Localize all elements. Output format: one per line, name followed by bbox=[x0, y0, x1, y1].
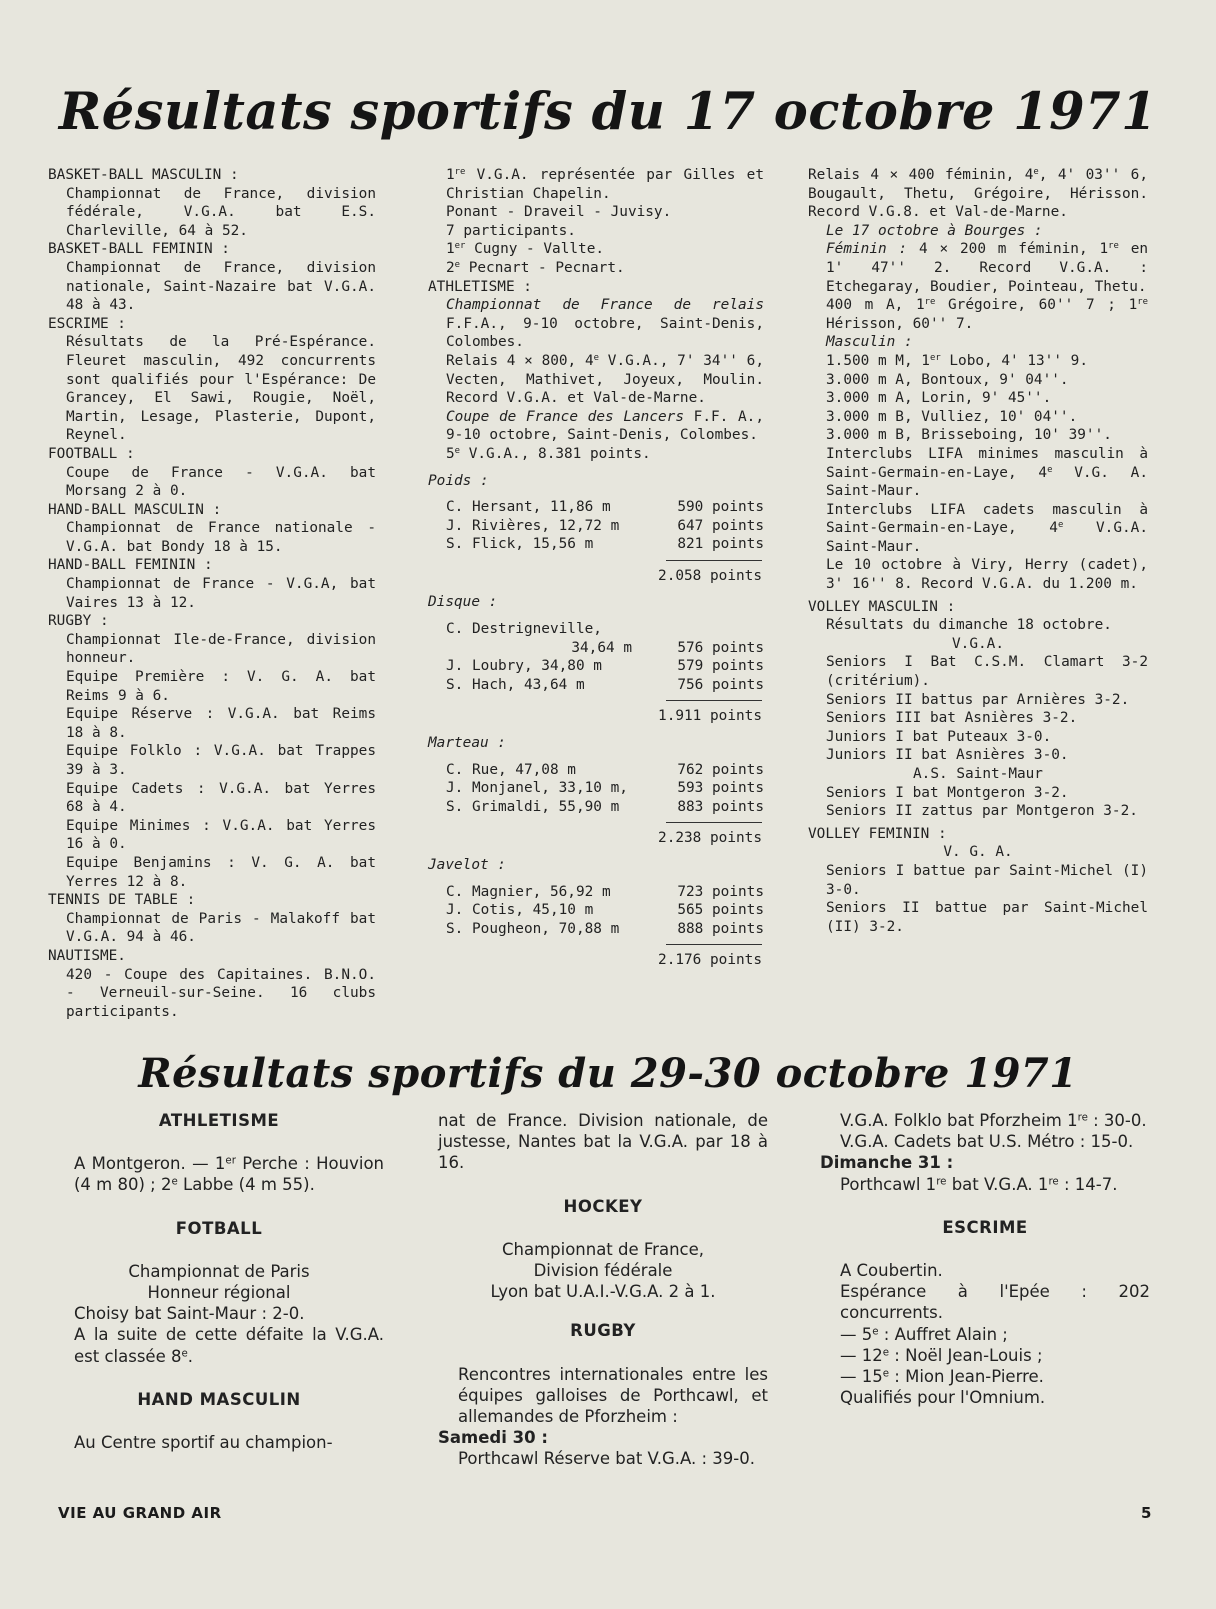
column-1 bbox=[48, 166, 376, 1021]
disque-table bbox=[428, 620, 764, 694]
dimanche-label: Dimanche 31 : bbox=[820, 1153, 954, 1173]
marteau-table bbox=[428, 761, 764, 817]
total-rule bbox=[666, 560, 762, 561]
escrime-esperance: Espérance à l'Epée : 202 concurrents. bbox=[840, 1282, 1150, 1323]
table-row: S. Hach, 43,64 m 756 points bbox=[446, 676, 764, 693]
rugby-dimanche-result: Porthcawl 1re bat V.G.A. 1re : 14-7. bbox=[840, 1174, 1118, 1194]
rugby-championnat: Championnat Ile-de-France, division honneur. bbox=[66, 631, 376, 667]
heading-hand-masculin-2: HAND MASCULIN bbox=[137, 1389, 301, 1409]
javelot-total: 2.176 points bbox=[658, 952, 762, 969]
volley-m-1: Seniors I Bat C.S.M. Clamart 3-2 (critérium). bbox=[826, 654, 1148, 690]
heading-basket-feminin: BASKET-BALL FEMININ : bbox=[48, 241, 230, 258]
interclubs-cadets: Interclubs LIFA cadets masculin à Saint-Germain-en-Laye, 4e V.G.A. Saint-Maur. bbox=[826, 501, 1148, 555]
column-4 bbox=[54, 1110, 384, 1453]
table-row: C. Hersant, 11,86 m 590 points bbox=[446, 499, 764, 516]
page-title-29-30-octobre: Résultats sportifs du 29-30 octobre 1971 bbox=[138, 1050, 1078, 1097]
masculin-3000m-3: 3.000 m B, Vulliez, 10' 04''. bbox=[826, 408, 1078, 425]
team-asm: A.S. Saint-Maur bbox=[913, 766, 1043, 782]
team-vga-1: V.G.A. bbox=[952, 635, 1004, 652]
marteau-label: Marteau : bbox=[428, 735, 506, 752]
heading-tennis-de-table: TENNIS DE TABLE : bbox=[48, 892, 196, 909]
athletisme-result: A Montgeron. — 1er Perche : Houvion (4 m 80) ; 2e Labbe (4 m 55). bbox=[74, 1154, 385, 1195]
volley-m-3: Seniors III bat Asnières 3-2. bbox=[826, 710, 1078, 727]
escrime-qualifies: Qualifiés pour l'Omnium. bbox=[840, 1388, 1046, 1408]
heading-rugby-2: RUGBY bbox=[570, 1321, 636, 1341]
masculin-3000m-4: 3.000 m B, Brisseboing, 10' 39''. bbox=[826, 427, 1112, 444]
disque-label: Disque : bbox=[428, 594, 498, 611]
fotball-classement: A la suite de cette défaite la V.G.A. est classée 8e. bbox=[74, 1325, 384, 1366]
basket-feminin-result: Championnat de France, division nationale, Saint-Nazaire bat V.G.A. 48 à 43. bbox=[66, 259, 376, 314]
rugby-benjamins: Equipe Benjamins : V. G. A. bat Yerres 12 à 8. bbox=[66, 854, 376, 890]
fotball-championnat: Championnat de Paris bbox=[128, 1261, 310, 1281]
column-6 bbox=[820, 1110, 1150, 1408]
rugby-reserve: Equipe Réserve : V.G.A. bat Reims 18 à 8. bbox=[66, 706, 376, 741]
viry-result: Le 10 octobre à Viry, Herry (cadet), 3' 16'' 8. Record V.G.A. du 1.200 m. bbox=[826, 557, 1148, 593]
escrime-place-12: — 12e : Noël Jean-Louis ; bbox=[840, 1345, 1043, 1365]
hand-feminin-result: Championnat de France - V.G.A, bat Vaires 13 à 12. bbox=[66, 576, 376, 611]
heading-football: FOOTBALL : bbox=[48, 445, 135, 462]
volley-m-4: Juniors I bat Puteaux 3-0. bbox=[826, 728, 1052, 745]
hockey-division: Division fédérale bbox=[533, 1261, 673, 1281]
heading-athletisme: ATHLETISME : bbox=[428, 278, 532, 295]
disque-total: 1.911 points bbox=[658, 708, 762, 725]
javelot-table bbox=[428, 883, 764, 939]
tennis-result: Championnat de Paris - Malakoff bat V.G.A. 94 à 46. bbox=[66, 910, 376, 946]
rugby-folklo: Equipe Folklo : V.G.A. bat Trappes 39 à 3. bbox=[66, 743, 376, 778]
nautisme-result: 420 - Coupe des Capitaines. B.N.O. - Verneuil-sur-Seine. 16 clubs participants. bbox=[66, 966, 376, 1020]
poids-label: Poids : bbox=[428, 472, 489, 489]
marteau-total: 2.238 points bbox=[658, 830, 762, 847]
fotball-honneur: Honneur régional bbox=[147, 1283, 291, 1303]
javelot-label: Javelot : bbox=[428, 857, 506, 873]
total-rule bbox=[666, 700, 762, 701]
poids-total: 2.058 points bbox=[658, 567, 762, 584]
voile-result-3: 7 participants. bbox=[446, 222, 576, 239]
voile-result-5: 2e Pecnart - Pecnart. bbox=[446, 259, 625, 276]
heading-nautisme: NAUTISME. bbox=[48, 947, 126, 964]
table-row: J. Rivières, 12,72 m 647 points bbox=[446, 517, 764, 534]
masculin-1500m: 1.500 m M, 1er Lobo, 4' 13'' 9. bbox=[826, 352, 1088, 369]
masculin-3000m-2: 3.000 m A, Lorin, 9' 45''. bbox=[826, 390, 1052, 407]
table-row: J. Loubry, 34,80 m 579 points bbox=[446, 658, 764, 675]
voile-result-2: Ponant - Draveil - Juvisy. bbox=[446, 204, 672, 221]
volley-m-7: Seniors II zattus par Montgeron 3-2. bbox=[826, 803, 1138, 820]
table-row: C. Magnier, 56,92 m 723 points bbox=[446, 883, 764, 900]
basket-masculin-result: Championnat de France, division fédérale, V.G.A. bat E.S. Charleville, 64 à 52. bbox=[66, 185, 376, 239]
escrime-place-5: — 5e : Auffret Alain ; bbox=[840, 1324, 1008, 1344]
table-row: C. Destrigneville, bbox=[446, 621, 602, 638]
page-title-17-octobre: Résultats sportifs du 17 octobre 1971 bbox=[58, 82, 1158, 142]
hockey-result: Lyon bat U.A.I.-V.G.A. 2 à 1. bbox=[490, 1282, 716, 1302]
table-row: S. Flick, 15,56 m 821 points bbox=[446, 536, 764, 553]
heading-rugby: RUGBY : bbox=[48, 613, 109, 630]
table-row: C. Rue, 47,08 m 762 points bbox=[446, 761, 764, 778]
column-3 bbox=[808, 166, 1148, 936]
page-number: 5 bbox=[1141, 1504, 1152, 1522]
rugby-premiere: Equipe Première : V. G. A. bat Reims 9 à 6. bbox=[66, 669, 376, 704]
magazine-name: VIE AU GRAND AIR bbox=[58, 1504, 222, 1522]
rugby-cadets: Equipe Cadets : V.G.A. bat Yerres 68 à 4. bbox=[66, 780, 376, 816]
samedi-label: Samedi 30 : bbox=[438, 1428, 548, 1448]
feminin-relais-200: Féminin : 4 × 200 m féminin, 1re en 1' 47'' 2. Record V.G.A. : Etchegaray, Boudier, Pointeau, Thetu. bbox=[826, 241, 1149, 295]
fotball-result: Choisy bat Saint-Maur : 2-0. bbox=[74, 1304, 305, 1324]
voile-result-1: 1re V.G.A. représentée par Gilles et Christian Chapelin. bbox=[446, 167, 764, 202]
escrime-lieu: A Coubertin. bbox=[840, 1261, 943, 1281]
hand-masculin-result: Championnat de France nationale - V.G.A. bat Bondy 18 à 15. bbox=[66, 520, 376, 555]
heading-hand-feminin: HAND-BALL FEMININ : bbox=[48, 557, 213, 574]
column-5 bbox=[438, 1110, 768, 1470]
rugby-rencontres: Rencontres internationales entre les équipes galloises de Porthcawl, et allemandes de Pforzheim : bbox=[458, 1364, 768, 1427]
heading-volley-masculin: VOLLEY MASCULIN : bbox=[808, 598, 956, 615]
relais-feminin: Relais 4 × 400 féminin, 4e, 4' 03'' 6, Bougault, Thetu, Grégoire, Hérisson. Record V.G.8. et Val-de-Marne. bbox=[808, 167, 1148, 221]
bourges-heading: Le 17 octobre à Bourges : bbox=[826, 222, 1043, 239]
lancers-championship: Coupe de France des Lancers F.F. A., 9-10 octobre, Saint-Denis, Colombes. bbox=[446, 408, 764, 444]
column-2 bbox=[428, 166, 764, 970]
total-rule bbox=[666, 944, 762, 945]
interclubs-minimes: Interclubs LIFA minimes masculin à Saint-Germain-en-Laye, 4e V.G. A. Saint-Maur. bbox=[826, 445, 1149, 500]
heading-fotball: FOTBALL bbox=[175, 1218, 263, 1238]
heading-escrime-2: ESCRIME bbox=[942, 1217, 1028, 1237]
heading-hockey: HOCKEY bbox=[563, 1196, 643, 1216]
table-row: J. Monjanel, 33,10 m, 593 points bbox=[446, 780, 764, 797]
escrime-place-15: — 15e : Mion Jean-Pierre. bbox=[840, 1367, 1044, 1387]
table-row: S. Pougheon, 70,88 m 888 points bbox=[446, 920, 764, 937]
voile-result-4: 1er Cugny - Vallte. bbox=[446, 241, 605, 258]
escrime-result: Résultats de la Pré-Espérance. Fleuret masculin, 492 concurrents sont qualifiés pour l'Espérance: De Grancey, El Sawi, Rougie, Noël, Martin, Lesage, Plasterie, Dupont, Reynel. bbox=[66, 334, 376, 444]
volley-resultats: Résultats du dimanche 18 octobre. bbox=[826, 617, 1112, 634]
total-rule bbox=[666, 822, 762, 823]
lancers-result: 5e V.G.A., 8.381 points. bbox=[446, 445, 651, 462]
heading-escrime: ESCRIME : bbox=[48, 315, 126, 332]
volley-m-6: Seniors I bat Montgeron 3-2. bbox=[826, 784, 1069, 801]
rugby-folklo-result: V.G.A. Folklo bat Pforzheim 1re : 30-0. bbox=[840, 1111, 1147, 1130]
hockey-championnat: Championnat de France, bbox=[501, 1239, 705, 1259]
volley-f-1: Seniors I battue par Saint-Michel (I) 3-0. bbox=[826, 862, 1148, 898]
feminin-400m: 400 m A, 1re Grégoire, 60'' 7 ; 1re Hérisson, 60'' 7. bbox=[826, 297, 1148, 332]
rugby-cadets-result: V.G.A. Cadets bat U.S. Métro : 15-0. bbox=[840, 1132, 1134, 1152]
volley-m-2: Seniors II battus par Arnières 3-2. bbox=[826, 691, 1130, 708]
hand-result-continued: nat de France. Division nationale, de justesse, Nantes bat la V.G.A. par 18 à 16. bbox=[438, 1111, 768, 1173]
volley-f-2: Seniors II battue par Saint-Michel (II) 3-2. bbox=[826, 900, 1148, 935]
masculin-heading: Masculin : bbox=[826, 334, 913, 351]
masculin-3000m-1: 3.000 m A, Bontoux, 9' 04''. bbox=[826, 371, 1069, 388]
relais-result: Relais 4 × 800, 4e V.G.A., 7' 34'' 6, Vecten, Mathivet, Joyeux, Moulin. Record V.G.A. et Val-de-Marne. bbox=[446, 352, 764, 407]
team-vga-2: V. G. A. bbox=[943, 844, 1013, 861]
relais-championship: Championnat de France de relais F.F.A., 9-10 octobre, Saint-Denis, Colombes. bbox=[446, 297, 764, 351]
hand-result-start: Au Centre sportif au champion- bbox=[74, 1433, 333, 1453]
table-row: J. Cotis, 45,10 m 565 points bbox=[446, 902, 764, 919]
table-row: S. Grimaldi, 55,90 m 883 points bbox=[446, 798, 764, 815]
football-result: Coupe de France - V.G.A. bat Morsang 2 à 0. bbox=[66, 464, 376, 500]
rugby-minimes: Equipe Minimes : V.G.A. bat Yerres 16 à 0. bbox=[66, 817, 376, 853]
heading-volley-feminin: VOLLEY FEMININ : bbox=[808, 825, 947, 842]
heading-athletisme-2: ATHLETISME bbox=[158, 1111, 280, 1130]
rugby-samedi-result: Porthcawl Réserve bat V.G.A. : 39-0. bbox=[458, 1449, 755, 1469]
heading-hand-masculin: HAND-BALL MASCULIN : bbox=[48, 501, 222, 518]
volley-m-5: Juniors II bat Asnières 3-0. bbox=[826, 747, 1069, 764]
poids-table bbox=[428, 498, 764, 554]
heading-basket-masculin: BASKET-BALL MASCULIN : bbox=[48, 167, 239, 183]
table-row: 34,64 m 576 points bbox=[571, 639, 764, 656]
